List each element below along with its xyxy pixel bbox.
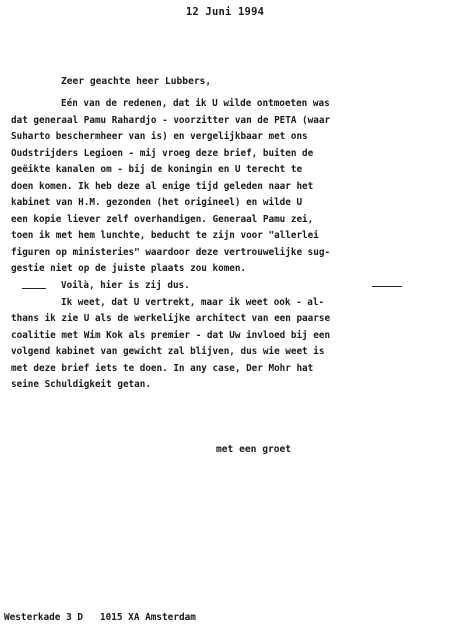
body-line: Ik weet, dat U vertrekt, maar ik weet ook - al- (61, 296, 325, 308)
body-line: seine Schuldigkeit getan. (11, 379, 151, 391)
body-line: figuren op ministeries" waardoor deze vertrouwelijke sug- (11, 246, 331, 258)
body-line: Eén van de redenen, dat ik U wilde ontmoeten was (61, 98, 330, 109)
body-line: met deze brief iets te doen. In any case, Der Mohr hat (11, 362, 314, 374)
body-line: dat generaal Pamu Rahardjo - voorzitter van de PETA (waar (11, 114, 331, 126)
closing-greeting: met een groet (216, 444, 292, 455)
letter-body (11, 96, 443, 394)
body-line: thans ik zie U als de werkelijke architect van een paarse (11, 313, 331, 325)
body-line: volgend kabinet van gewicht zal blijven, dus wie weet is (11, 346, 325, 358)
typewriter-smudge (372, 286, 402, 287)
letter-date: 12 Juni 1994 (185, 6, 265, 18)
body-line: doen komen. Ik heb deze al enige tijd geleden naar het (11, 180, 314, 192)
body-line: toen ik met hem lunchte, beducht te zijn voor "allerlei (11, 230, 319, 242)
body-line: gestie niet op de juiste plaats zou komen. (11, 263, 247, 275)
body-line: kabinet van H.M. gezonden (het origineel) en wilde U (11, 197, 303, 209)
body-line: geëikte kanalen om - bij de koningin en U terecht te (11, 164, 303, 176)
body-line: coalitie met Wim Kok als premier - dat Uw invloed bij een (11, 329, 331, 341)
typewriter-smudge (22, 288, 46, 289)
sender-address: Westerkade 3 D 1015 XA Amsterdam (4, 612, 196, 623)
body-line: een kopie liever zelf overhandigen. Generaal Pamu zei, (11, 213, 314, 225)
body-line: Voilà, hier is zij dus. (61, 280, 190, 292)
body-line: Oudstrijders Legioen - mij vroeg deze brief, buiten de (11, 147, 314, 159)
salutation: Zeer geachte heer Lubbers, (61, 76, 212, 87)
body-line: Suharto beschermheer van is) en vergelijkbaar met ons (11, 131, 308, 143)
